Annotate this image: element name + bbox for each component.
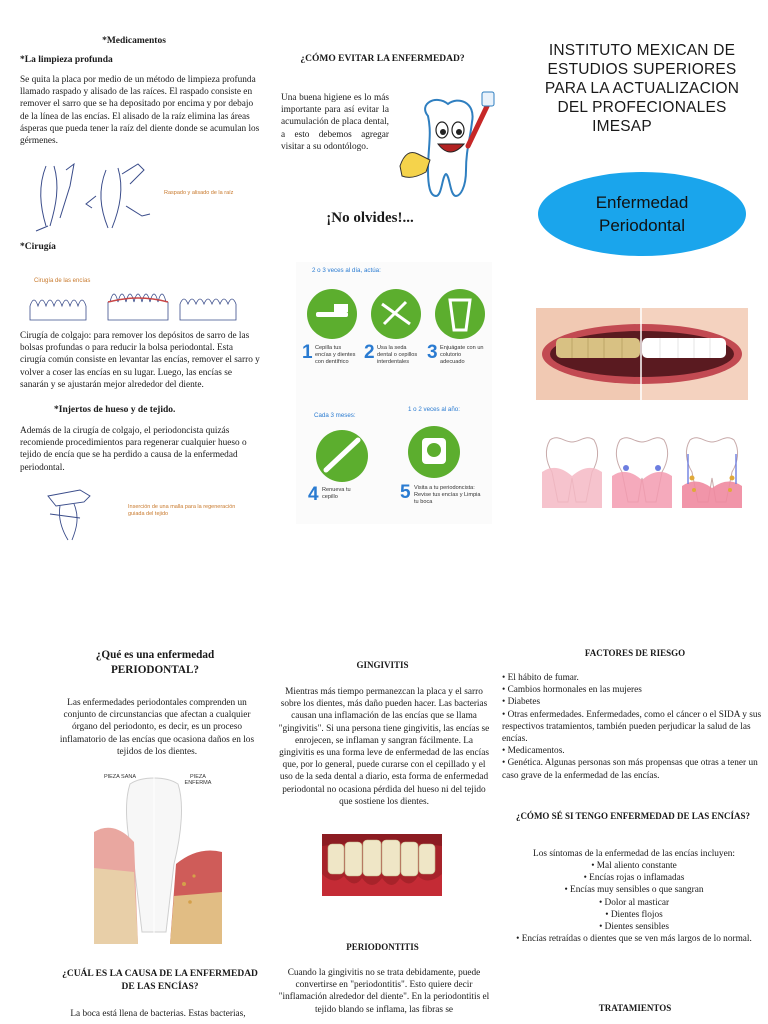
inflamed-gums-image xyxy=(322,834,442,896)
cirugia-caption: Cirugía de las encías xyxy=(34,278,91,284)
cirugia-text-block xyxy=(20,330,260,474)
step-1-text: Cepilla tus encías y dientes con dentífrico xyxy=(315,345,356,365)
sintoma-item: • Dientes flojos xyxy=(605,909,663,920)
periodic-step-icons xyxy=(306,426,490,486)
smile-comparison-photo xyxy=(536,308,748,400)
medicamentos-heading: *Medicamentos xyxy=(102,36,166,46)
gingivitis-heading: GINGIVITIS xyxy=(356,660,409,670)
factor-item: • Medicamentos. xyxy=(502,746,565,757)
cirugia-section xyxy=(20,242,260,252)
step-5-number: 5 xyxy=(400,482,411,503)
institute-line-5: IMESAP xyxy=(592,118,652,135)
step-2-number: 2 xyxy=(364,342,375,363)
evitar-heading: ¿CÓMO EVITAR LA ENFERMEDAD? xyxy=(300,54,465,64)
factor-item: • Diabetes xyxy=(502,697,541,708)
injertos-text: Además de la cirugía de colgajo, el periodoncista quizás recomiende procedimientos para regenerar cualquier hueso o tejido de encía que se ha perdido a causa de la enfermedad periodontal. xyxy=(20,426,247,473)
freq-daily-label: 2 o 3 veces al día, actúa: xyxy=(312,267,381,274)
factores-heading: FACTORES DE RIESGO xyxy=(584,648,686,658)
que-es-text: Las enfermedades periodontales comprenden un conjunto de circunstancias que afectan a cualquier órgano del periodonto, es decir, es un proceso inflamatorio de las encías que ocasiona daños en los tejidos de los dientes. xyxy=(59,698,255,757)
sintoma-item: • Mal aliento constante xyxy=(591,861,677,871)
sintomas-intro: Los síntomas de la enfermedad de las encías incluyen: xyxy=(533,849,735,859)
step-4-text: Renueva tu cepillo xyxy=(322,487,351,500)
sintomas-list xyxy=(505,860,763,945)
gum-disease-stages-illustration xyxy=(536,432,748,508)
diseased-tooth-label: PIEZA ENFERMA xyxy=(184,774,212,786)
step-4-number: 4 xyxy=(308,484,319,505)
que-es-heading: ¿Qué es una enfermedad PERIODONTAL? xyxy=(95,649,215,676)
topic-badge xyxy=(538,172,746,256)
periodontium-diagram xyxy=(94,772,222,944)
badge-line-2: Periodontal xyxy=(598,216,685,235)
no-olvides-heading: ¡No olvides!... xyxy=(326,210,414,226)
sintoma-item: • Encías muy sensibles o que sangran xyxy=(564,885,704,896)
institute-line-1: INSTITUTO MEXICAN DE xyxy=(548,42,736,59)
raspado-caption: Raspado y alisado de la raíz xyxy=(164,190,234,196)
injertos-heading: *Injertos de hueso y de tejido. xyxy=(54,405,176,416)
badge-line-1: Enfermedad xyxy=(595,193,689,212)
causa-text: La boca está llena de bacterias. Estas bacterias, xyxy=(70,1009,246,1019)
freq-year-label: 1 o 2 veces al año: xyxy=(408,406,460,413)
middle-panel xyxy=(270,54,495,64)
limpieza-heading: *La limpieza profunda xyxy=(20,55,113,65)
factor-item: • Genética. Algunas personas son más propensas que otras a tener un caso grave de la enfermedad de las encías. xyxy=(502,758,758,781)
freq-3months-label: Cada 3 meses: xyxy=(314,412,356,419)
teeth-before-after-image xyxy=(536,308,748,400)
factor-item: • Cambios hormonales en las mujeres xyxy=(502,685,642,696)
step-5-text: Visita a tu periodoncista: Revise tus encías y Limpia tu boca xyxy=(414,485,481,505)
cirugia-text: Cirugía de colgajo: para remover los depósitos de sarro de las bolsas profundas o para reducir la bolsa periodontal. Esta cirugía común consiste en levantar las encías, remover el sarro y volver a coser las encías en su lugar. Luego, las encías se sanarán y se ajustarán mejor alrededor del diente. xyxy=(20,331,260,390)
institute-line-4: DEL PROFECIONALES xyxy=(557,99,727,116)
hygiene-infographic xyxy=(296,262,492,524)
step-1-number: 1 xyxy=(302,342,313,363)
step-2-text: Usa la seda dental o cepillos interdentales xyxy=(377,345,418,365)
gingivitis-photo xyxy=(322,834,442,896)
periodontitis-heading: PERIODONTITIS xyxy=(346,942,419,952)
malla-caption: Inserción de una malla para la regeneración guiada del tejido xyxy=(128,504,236,517)
cirugia-illustration xyxy=(20,276,245,328)
institute-line-3: PARA LA ACTUALIZACION xyxy=(544,80,740,97)
left-panel xyxy=(20,36,260,147)
healthy-vs-diseased-tooth-image xyxy=(94,772,222,944)
sintoma-item: • Encías retraídas o dientes que se ven más largos de lo normal. xyxy=(516,934,752,945)
periodontitis-text: Cuando la gingivitis no se trata debidamente, puede convertirse en "periodontitis". Esto quiere decir "inflamación alrededor del diente". En la periodontitis el tejido blando se inflama, las fibras se xyxy=(278,968,490,1015)
factor-item: • El hábito de fumar. xyxy=(502,673,579,683)
sintoma-item: • Encías rojas o inflamadas xyxy=(583,873,685,884)
tratamientos-heading: TRATAMIENTOS xyxy=(598,1003,672,1013)
gingivitis-text: Mientras más tiempo permanezcan la placa y el sarro sobre los dientes, más daño pueden hacer. Las bacterias causan una inflamación de las encías que se llama "gingivitis". Si una persona tiene gingivitis, las encías se enrojecen, se inflaman y sangran fácilmente. La gingivitis es una forma leve de enfermedad de las encías que, por lo general, puede curarse con el cepillado y el uso de la seda dental a diario, esta forma de enfermedad periodontal no ocasiona pérdida del hueso ni del tejido que sostiene los dientes. xyxy=(278,687,490,807)
factores-list xyxy=(502,672,764,782)
healthy-tooth-label: PIEZA SANA xyxy=(103,774,137,780)
institute-line-2: ESTUDIOS SUPERIORES xyxy=(547,61,737,78)
step-3-text: Enjuágate con un colutorio adecuado xyxy=(440,345,484,365)
daily-step-icons xyxy=(306,284,490,350)
smiling-tooth-image xyxy=(396,88,502,206)
tooth-mascot-illustration xyxy=(396,88,502,206)
step-3-number: 3 xyxy=(427,342,438,363)
institute-title xyxy=(528,41,756,136)
factor-item: • Otras enfermedades. Enfermedades, como el cáncer o el SIDA y sus respectivos tratamientos, también pueden perjudicar la salud de las encías. xyxy=(502,709,762,745)
tissue-regeneration-image xyxy=(40,484,120,544)
gum-disease-stages-image xyxy=(536,432,748,508)
raspado-illustration xyxy=(26,156,246,234)
sintoma-item: • Dolor al masticar xyxy=(598,897,670,908)
cirugia-heading: *Cirugía xyxy=(20,242,56,252)
malla-illustration xyxy=(40,484,250,544)
evitar-text: Una buena higiene es lo más importante para así evitar la acumulación de placa dental, a esto debemos agregar visitar a su odontólogo. xyxy=(281,93,389,152)
como-se-heading: ¿CÓMO SÉ SI TENGO ENFERMEDAD DE LAS ENCÍAS? xyxy=(515,811,751,821)
causa-heading: ¿CUÁL ES LA CAUSA DE LA ENFERMEDAD DE LAS ENCÍAS? xyxy=(62,969,258,992)
sintoma-item: • Dientes sensibles xyxy=(599,922,669,933)
limpieza-text: Se quita la placa por medio de un método de limpieza profunda llamado raspado y alisado de las raíces. El raspado consiste en remover el sarro que se ha depositado por encima y por debajo de la línea de las encías. El alisado de la raíz elimina las áreas ásperas que pueda tener la raíz del diente donde se acumulan los gérmenes. xyxy=(20,75,260,147)
